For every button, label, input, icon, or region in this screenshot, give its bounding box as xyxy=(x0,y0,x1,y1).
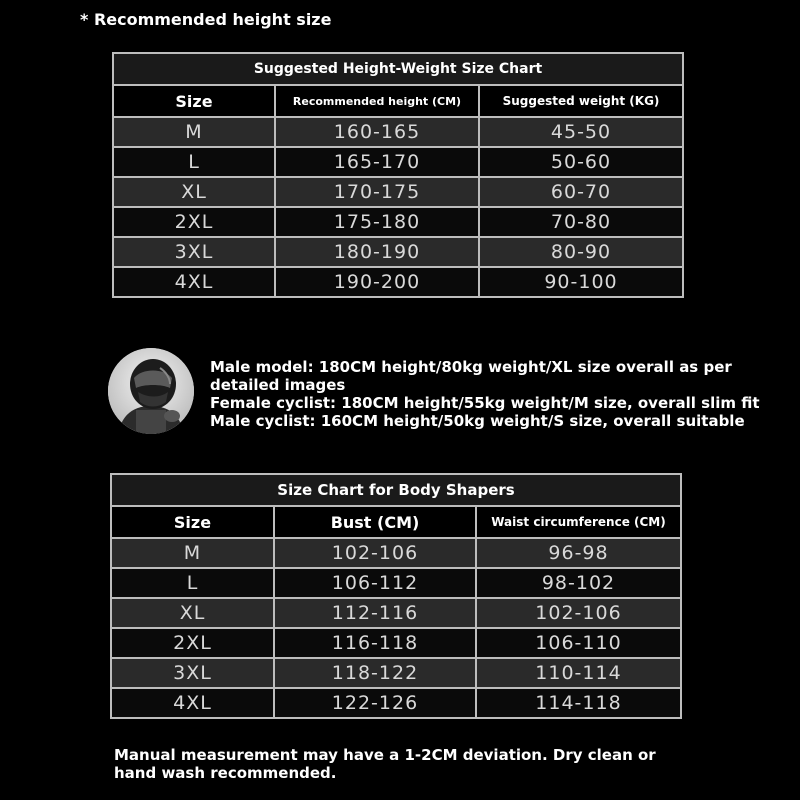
helmet-rider-icon xyxy=(108,348,194,434)
waist-cell: 98-102 xyxy=(476,568,681,598)
table-row xyxy=(113,267,683,297)
recommended-height-note: * Recommended height size xyxy=(80,10,332,29)
size-cell: XL xyxy=(111,598,274,628)
size-cell: 4XL xyxy=(111,688,274,718)
body-shaper-size-chart xyxy=(110,473,682,719)
bust-cell: 102-106 xyxy=(274,538,476,568)
waist-cell: 96-98 xyxy=(476,538,681,568)
model-size-description xyxy=(210,358,770,430)
height-weight-size-chart xyxy=(112,52,684,298)
height-cell: 165-170 xyxy=(275,147,479,177)
table-row xyxy=(111,658,681,688)
table-row xyxy=(111,568,681,598)
care-note-line2: hand wash recommended. xyxy=(114,764,337,782)
table-row xyxy=(111,598,681,628)
size-cell: M xyxy=(113,117,275,147)
table-row xyxy=(113,207,683,237)
bust-cell: 106-112 xyxy=(274,568,476,598)
table-row xyxy=(111,628,681,658)
bust-cell: 118-122 xyxy=(274,658,476,688)
column-header-weight: Suggested weight (KG) xyxy=(479,85,683,117)
size-cell: 3XL xyxy=(113,237,275,267)
size-cell: 3XL xyxy=(111,658,274,688)
bust-cell: 122-126 xyxy=(274,688,476,718)
size-cell: 2XL xyxy=(111,628,274,658)
table-row xyxy=(113,177,683,207)
height-cell: 175-180 xyxy=(275,207,479,237)
male-model-line: Male model: 180CM height/80kg weight/XL size overall as per xyxy=(210,358,732,376)
care-note xyxy=(114,746,674,782)
female-cyclist-line: Female cyclist: 180CM height/55kg weight/M size, overall slim fit xyxy=(210,394,760,412)
column-header-waist: Waist circumference (CM) xyxy=(476,506,681,538)
column-header-size: Size xyxy=(111,506,274,538)
height-cell: 170-175 xyxy=(275,177,479,207)
chart-title: Size Chart for Body Shapers xyxy=(111,474,681,506)
bust-cell: 112-116 xyxy=(274,598,476,628)
waist-cell: 106-110 xyxy=(476,628,681,658)
height-cell: 180-190 xyxy=(275,237,479,267)
size-cell: 4XL xyxy=(113,267,275,297)
table-row xyxy=(113,147,683,177)
male-model-line-cont: detailed images xyxy=(210,376,346,394)
table-row xyxy=(113,117,683,147)
size-cell: XL xyxy=(113,177,275,207)
care-note-line1: Manual measurement may have a 1-2CM deviation. Dry clean or xyxy=(114,746,656,764)
chart-title: Suggested Height-Weight Size Chart xyxy=(113,53,683,85)
height-cell: 190-200 xyxy=(275,267,479,297)
table-row xyxy=(113,237,683,267)
weight-cell: 90-100 xyxy=(479,267,683,297)
bust-cell: 116-118 xyxy=(274,628,476,658)
height-cell: 160-165 xyxy=(275,117,479,147)
column-header-bust: Bust (CM) xyxy=(274,506,476,538)
table-row xyxy=(111,538,681,568)
column-header-size: Size xyxy=(113,85,275,117)
waist-cell: 102-106 xyxy=(476,598,681,628)
weight-cell: 80-90 xyxy=(479,237,683,267)
column-header-height: Recommended height (CM) xyxy=(275,85,479,117)
male-cyclist-line: Male cyclist: 160CM height/50kg weight/S size, overall suitable xyxy=(210,412,745,430)
weight-cell: 70-80 xyxy=(479,207,683,237)
weight-cell: 60-70 xyxy=(479,177,683,207)
waist-cell: 114-118 xyxy=(476,688,681,718)
waist-cell: 110-114 xyxy=(476,658,681,688)
weight-cell: 45-50 xyxy=(479,117,683,147)
size-cell: L xyxy=(113,147,275,177)
size-cell: L xyxy=(111,568,274,598)
size-cell: M xyxy=(111,538,274,568)
table-row xyxy=(111,688,681,718)
weight-cell: 50-60 xyxy=(479,147,683,177)
size-cell: 2XL xyxy=(113,207,275,237)
